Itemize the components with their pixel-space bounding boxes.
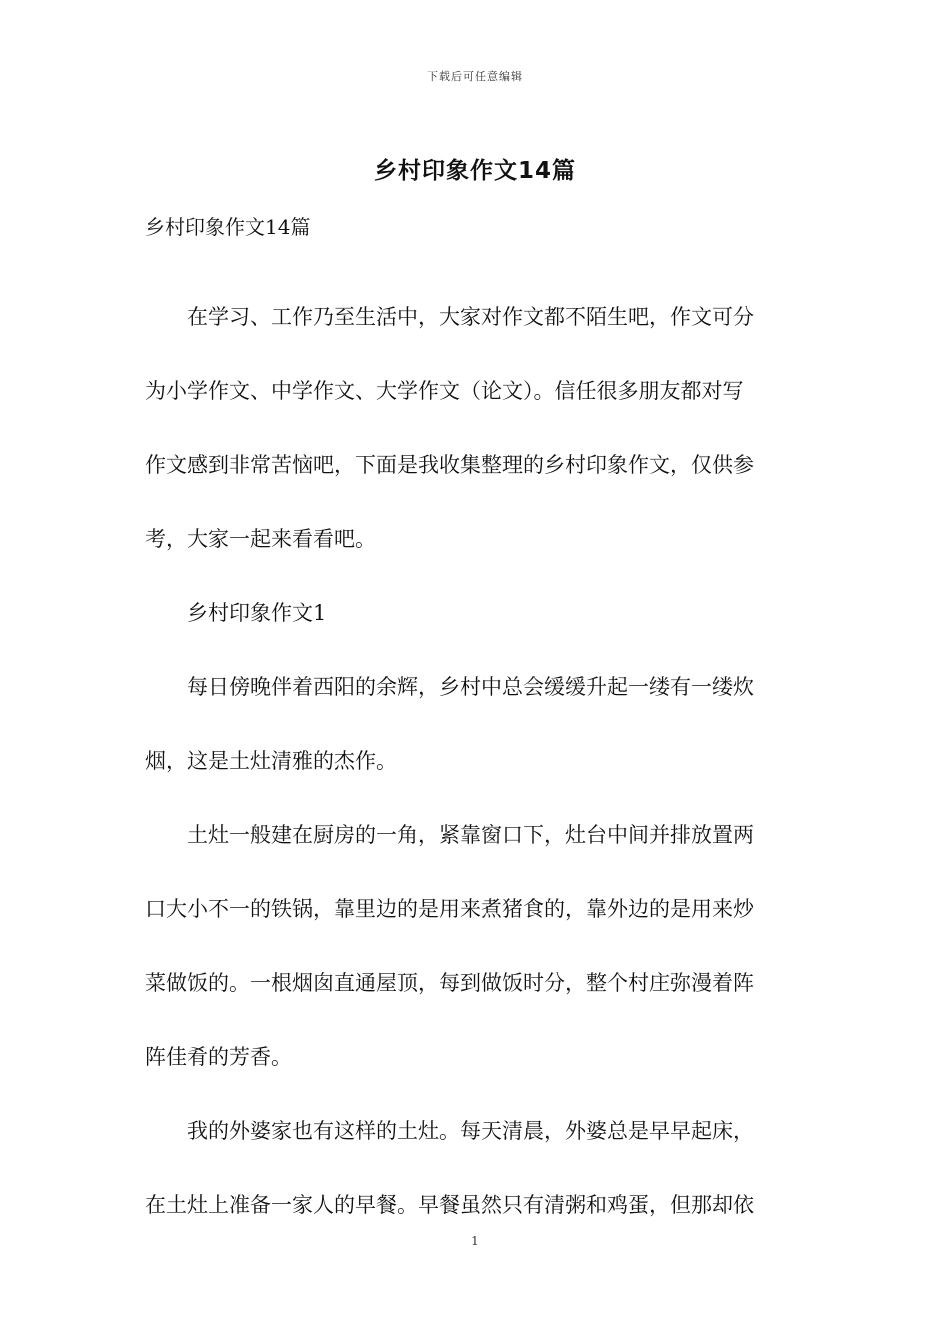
paragraph-stove (145, 798, 807, 1094)
document-subtitle: 乡村印象作文14篇 (145, 215, 311, 239)
text-line: 为小学作文、中学作文、大学作文（论文）。信任很多朋友都对写 (145, 379, 744, 403)
document-title: 乡村印象作文14篇 (373, 158, 576, 184)
text-line: 口大小不一的铁锅，靠里边的是用来煮猪食的，靠外边的是用来炒 (145, 897, 754, 921)
text-line: 每日傍晚伴着西阳的余辉，乡村中总会缓缓升起一缕有一缕炊 (187, 675, 754, 699)
text-line: 我的外婆家也有这样的土灶。每天清晨，外婆总是早早起床， (187, 1119, 754, 1143)
text-line: 烟，这是土灶清雅的杰作。 (145, 749, 397, 773)
paragraph-smoke (145, 650, 807, 798)
section-heading-1 (145, 576, 807, 650)
text-line: 在土灶上准备一家人的早餐。早餐虽然只有清粥和鸡蛋，但那却依 (145, 1193, 754, 1217)
text-line: 作文感到非常苦恼吧，下面是我收集整理的乡村印象作文，仅供参 (145, 453, 754, 477)
text-line: 考，大家一起来看看吧。 (145, 527, 376, 551)
text-line: 在学习、工作乃至生活中，大家对作文都不陌生吧，作文可分 (187, 305, 754, 329)
text-line: 阵佳肴的芳香。 (145, 1045, 292, 1069)
paragraph-intro (145, 280, 807, 576)
text-line: 菜做饭的。一根烟囱直通屋顶，每到做饭时分，整个村庄弥漫着阵 (145, 971, 754, 995)
header-note: 下载后可任意编辑 (427, 70, 523, 83)
page-number: 1 (471, 1234, 479, 1248)
text-line: 乡村印象作文1 (187, 601, 327, 625)
paragraph-grandma (145, 1094, 807, 1242)
text-line: 土灶一般建在厨房的一角，紧靠窗口下，灶台中间并排放置两 (187, 823, 754, 847)
document-body (145, 280, 807, 1242)
